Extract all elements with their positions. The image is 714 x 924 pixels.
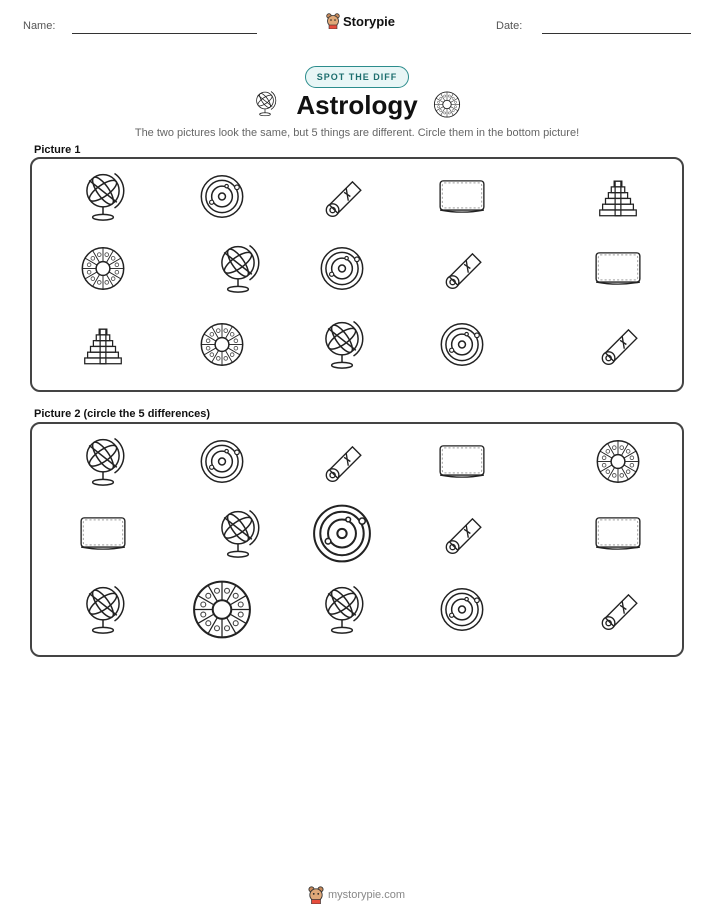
scroll-icon <box>595 322 641 373</box>
globe-icon <box>215 243 261 299</box>
zodiac-wheel-icon[interactable] <box>595 439 641 490</box>
footer-url: mystorypie.com <box>328 889 406 901</box>
globe-icon[interactable] <box>319 584 365 640</box>
stone-tablet-icon <box>593 250 643 293</box>
solar-system-icon[interactable] <box>311 503 373 570</box>
globe-icon[interactable] <box>80 584 126 640</box>
spot-the-diff-badge: SPOT THE DIFF <box>305 66 409 88</box>
pyramid-icon <box>78 323 128 371</box>
solar-system-icon <box>319 246 365 297</box>
picture1-label: Picture 1 <box>34 144 81 156</box>
instructions: The two pictures look the same, but 5 things are different. Circle them in the bottom picture! <box>134 127 580 139</box>
stone-tablet-icon[interactable] <box>78 515 128 558</box>
scroll-icon[interactable] <box>439 511 485 562</box>
pyramid-icon <box>593 175 643 223</box>
page-title: Astrology <box>296 90 418 120</box>
footer <box>308 886 405 904</box>
brand-logo <box>326 13 395 29</box>
picture1-panel <box>30 157 684 392</box>
picture2-panel[interactable] <box>30 422 684 657</box>
solar-system-icon[interactable] <box>439 587 485 638</box>
date-field[interactable] <box>542 33 691 34</box>
solar-system-icon <box>439 322 485 373</box>
bear-icon <box>326 13 340 29</box>
globe-icon <box>319 319 365 375</box>
scroll-icon <box>439 246 485 297</box>
name-field[interactable] <box>72 33 257 34</box>
zodiac-wheel-icon[interactable] <box>191 579 253 646</box>
scroll-icon <box>319 174 365 225</box>
globe-icon[interactable] <box>80 436 126 492</box>
scroll-icon[interactable] <box>319 439 365 490</box>
globe-icon[interactable] <box>215 508 261 564</box>
zodiac-wheel-icon <box>199 322 245 373</box>
date-label: Date: <box>496 20 523 32</box>
bear-icon <box>308 886 324 904</box>
stone-tablet-icon[interactable] <box>437 443 487 486</box>
stone-tablet-icon[interactable] <box>593 515 643 558</box>
solar-system-icon <box>199 174 245 225</box>
solar-system-icon[interactable] <box>199 439 245 490</box>
zodiac-wheel-icon <box>80 246 126 297</box>
globe-icon <box>253 90 277 121</box>
zodiac-wheel-icon <box>433 91 461 124</box>
scroll-icon[interactable] <box>595 587 641 638</box>
globe-icon <box>80 171 126 227</box>
name-label: Name: <box>23 20 56 32</box>
stone-tablet-icon <box>437 178 487 221</box>
brand-name: Storypie <box>343 13 396 29</box>
picture2-label: Picture 2 (circle the 5 differences) <box>34 408 211 420</box>
